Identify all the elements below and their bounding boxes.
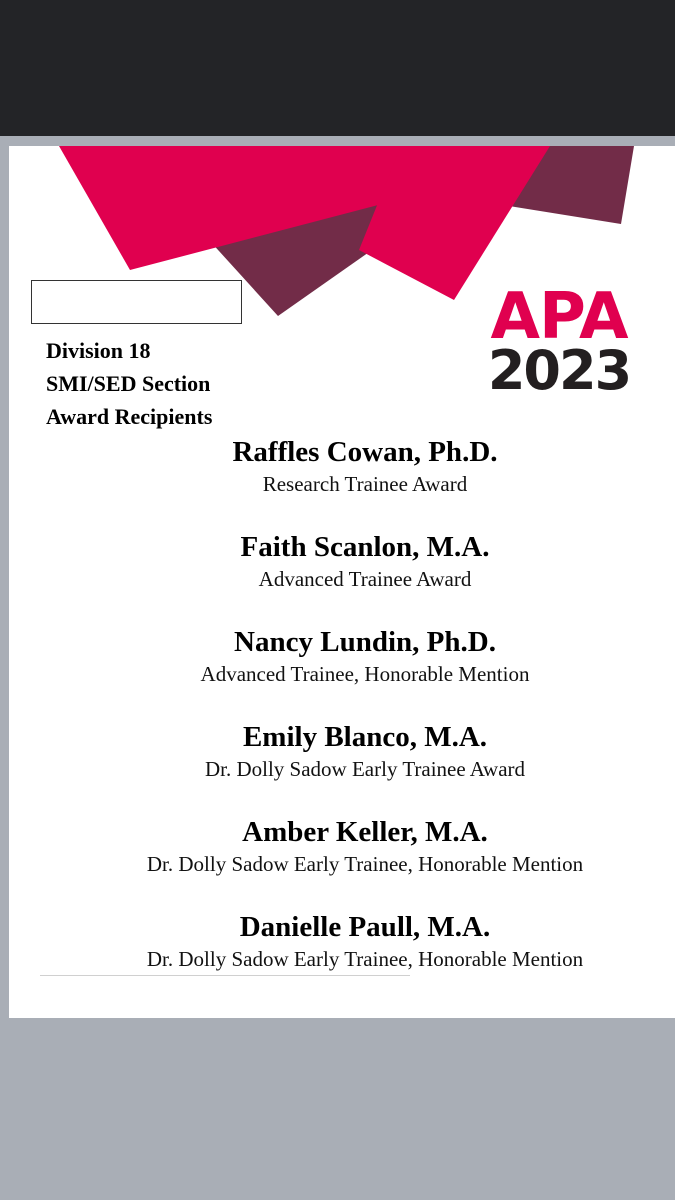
award-title: Advanced Trainee, Honorable Mention: [200, 662, 530, 686]
recipient-name: Danielle Paull, M.A.: [239, 911, 491, 943]
logo-org: APA: [490, 280, 628, 354]
top-bar: [0, 0, 675, 136]
award-item: [9, 909, 675, 1004]
award-item: [9, 624, 675, 719]
heading-recipients: Award Recipients: [46, 404, 213, 429]
recipient-name: Amber Keller, M.A.: [242, 816, 488, 848]
award-title: Advanced Trainee Award: [258, 567, 472, 591]
heading-division: Division 18: [46, 338, 151, 363]
award-flyer: [9, 146, 675, 1018]
award-item: [9, 719, 675, 814]
award-title: Dr. Dolly Sadow Early Trainee Award: [204, 757, 526, 781]
recipient-name: Faith Scanlon, M.A.: [240, 531, 490, 563]
divider-line: [40, 975, 410, 976]
award-item: [9, 529, 675, 624]
recipient-name: Emily Blanco, M.A.: [242, 721, 488, 753]
award-title: Dr. Dolly Sadow Early Trainee, Honorable Mention: [146, 852, 584, 876]
award-title: Dr. Dolly Sadow Early Trainee, Honorable Mention: [146, 947, 584, 971]
section-heading: [46, 334, 212, 433]
blank-box: [31, 280, 242, 324]
award-item: [9, 814, 675, 909]
apa-2023-logo: [479, 280, 639, 402]
heading-section: SMI/SED Section: [46, 371, 211, 396]
recipient-name: Nancy Lundin, Ph.D.: [234, 626, 496, 658]
award-item: [9, 434, 675, 529]
award-list: [9, 434, 675, 1004]
award-title: Research Trainee Award: [262, 472, 468, 496]
logo-year: 2023: [487, 339, 631, 402]
recipient-name: Raffles Cowan, Ph.D.: [232, 436, 498, 468]
